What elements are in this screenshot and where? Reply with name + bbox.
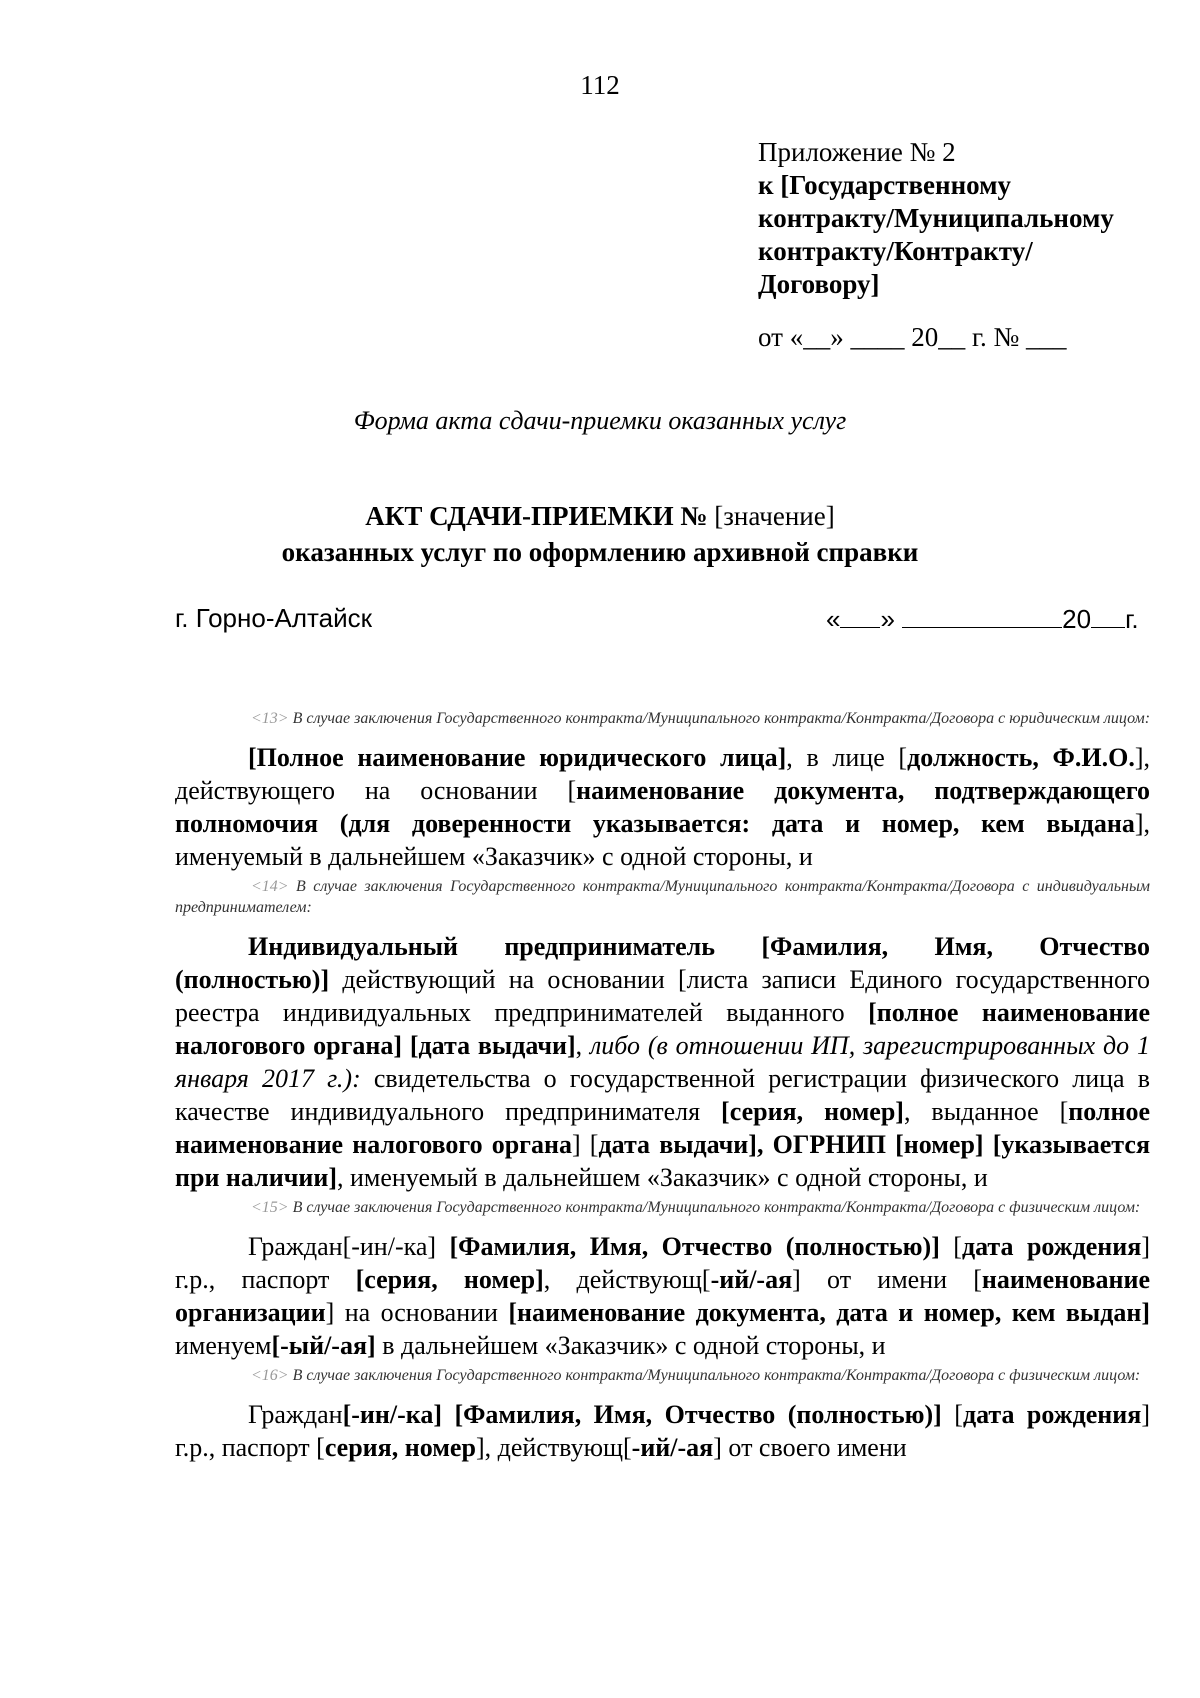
footnote-16 <box>175 1365 1150 1386</box>
main-content <box>175 708 1150 1464</box>
text-run: свидетельства о государственной регистрации физического лица в качестве индивидуального предпринимателя <box>175 1064 1150 1126</box>
footnote-14 <box>175 876 1150 918</box>
act-title-value: [значение] <box>714 501 835 531</box>
paragraph-entrepreneur <box>175 930 1150 1194</box>
text-run: наименование организации <box>175 1265 1151 1327</box>
form-title: Форма акта сдачи-приемки оказанных услуг <box>353 406 847 435</box>
act-title <box>0 498 1200 570</box>
text-run: ] г.р., паспорт [ <box>175 1400 1150 1462</box>
month-blank <box>902 603 1062 628</box>
text-run: должность, Ф.И.О. <box>907 743 1135 772</box>
appendix-line-3: контракту/Муниципальному <box>758 203 1114 233</box>
footnote-text: В случае заключения Государственного контракта/Муниципального контракта/Контракта/Договора с юридическим лицом: <box>292 710 1151 727</box>
text-run: ] от своего имени <box>713 1433 907 1462</box>
text-run: в дальнейшем «Заказчик» с одной стороны, и <box>375 1331 886 1360</box>
paragraph-legal-entity <box>175 741 1150 873</box>
text-run: , <box>575 1031 590 1060</box>
appendix-line-1: Приложение № 2 <box>758 137 956 167</box>
text-run: [серия, номер] <box>355 1265 544 1294</box>
appendix-date-line: от «__» ____ 20__ г. № ___ <box>758 322 1067 352</box>
text-run: ], действующего на основании [ <box>175 743 1150 805</box>
city: г. Горно-Алтайск <box>175 603 372 633</box>
text-run: именуем <box>175 1331 272 1360</box>
text-run: дата рождения <box>961 1232 1142 1261</box>
footnote-text: В случае заключения Государственного контракта/Муниципального контракта/Контракта/Договора с физическим лицом: <box>292 1199 1141 1216</box>
footnote-13 <box>175 708 1150 729</box>
text-run: , именуемый в дальнейшем «Заказчик» с одной стороны, и <box>336 1163 988 1192</box>
year-prefix: 20 <box>1062 604 1092 634</box>
page-number: 112 <box>580 70 620 100</box>
text-run: [наименование документа, дата и номер, кем выдан] <box>508 1298 1150 1327</box>
text-run: Граждан <box>248 1400 343 1429</box>
text-run: [полное наименование налогового органа] [дата выдачи] <box>175 998 1150 1060</box>
text-run: ], действующ[ <box>475 1433 632 1462</box>
text-run: [-ин/-ка] <box>342 1400 442 1429</box>
text-run: [Фамилия, Имя, Отчество (полностью)] <box>454 1400 942 1429</box>
act-subtitle: оказанных услуг по оформлению архивной справки <box>281 537 919 567</box>
footnote-text: В случае заключения Государственного контракта/Муниципального контракта/Контракта/Договора с индивидуальным предпринимателем: <box>175 878 1151 916</box>
text-run: ] [ <box>571 1130 599 1159</box>
text-run: Граждан[-ин/-ка] <box>248 1232 450 1261</box>
text-run: [ <box>941 1400 963 1429</box>
text-run: ], именуемый в дальнейшем «Заказчик» с одной стороны, и <box>175 809 1150 871</box>
date-open-quote: « <box>826 604 841 634</box>
footnote-15 <box>175 1197 1150 1218</box>
text-run: ] на основании <box>325 1298 509 1327</box>
appendix-line-5: Договору] <box>758 269 880 299</box>
year-blank <box>1091 603 1125 628</box>
appendix-line-2: к [Государственному <box>758 170 1012 200</box>
paragraph-individual-self <box>175 1398 1150 1464</box>
footnote-mark: <15> <box>251 1199 289 1216</box>
text-run: , в лице [ <box>786 743 908 772</box>
paragraph-individual-org <box>175 1230 1150 1362</box>
text-run: -ий/-ая <box>710 1265 793 1294</box>
text-run: полное наименование налогового органа <box>175 1097 1150 1159</box>
text-run: -ий/-ая <box>631 1433 714 1462</box>
text-run: [серия, номер] <box>721 1097 904 1126</box>
text-run: дата рождения <box>962 1400 1142 1429</box>
act-date <box>826 603 1139 635</box>
text-run: наименование документа, подтверждающего полномочия (для доверенности указывается: дата и номер, кем выдана <box>175 776 1151 838</box>
text-run: дата выдачи], ОГРНИП [номер] [указывается при наличии] <box>175 1130 1151 1192</box>
text-run: [Фамилия, Имя, Отчество (полностью)] <box>449 1232 940 1261</box>
footnote-mark: <13> <box>251 710 289 727</box>
year-suffix: г. <box>1125 604 1139 634</box>
text-run: либо (в отношении ИП, зарегистрированных до 1 января 2017 г.): <box>175 1031 1150 1093</box>
text-run: действующий на основании [листа записи Единого государственного реестра индивидуальных предпринимателей выданного <box>175 965 1150 1027</box>
footnote-mark: <14> <box>251 878 289 895</box>
text-run: Индивидуальный предприниматель [Фамилия, Имя, Отчество (полностью)] <box>175 932 1150 994</box>
text-run: ] от имени [ <box>792 1265 982 1294</box>
text-run: [Полное наименование юридического лица] <box>248 743 787 772</box>
appendix-line-4: контракту/Контракту/ <box>758 236 1033 266</box>
text-run: ] г.р., паспорт <box>175 1232 1150 1294</box>
appendix-block <box>758 136 1168 354</box>
text-run <box>442 1400 454 1429</box>
text-run: , выданное [ <box>903 1097 1069 1126</box>
text-run: [-ый/-ая] <box>271 1331 376 1360</box>
footnote-mark: <16> <box>251 1367 289 1384</box>
text-run: , действующ[ <box>543 1265 711 1294</box>
footnote-text: В случае заключения Государственного контракта/Муниципального контракта/Контракта/Договора с физическим лицом: <box>292 1367 1141 1384</box>
text-run: [ <box>939 1232 962 1261</box>
text-run: серия, номер <box>324 1433 476 1462</box>
date-close-quote: » <box>880 604 895 634</box>
act-title-bold: АКТ СДАЧИ-ПРИЕМКИ № <box>365 501 708 531</box>
day-blank <box>840 603 880 628</box>
